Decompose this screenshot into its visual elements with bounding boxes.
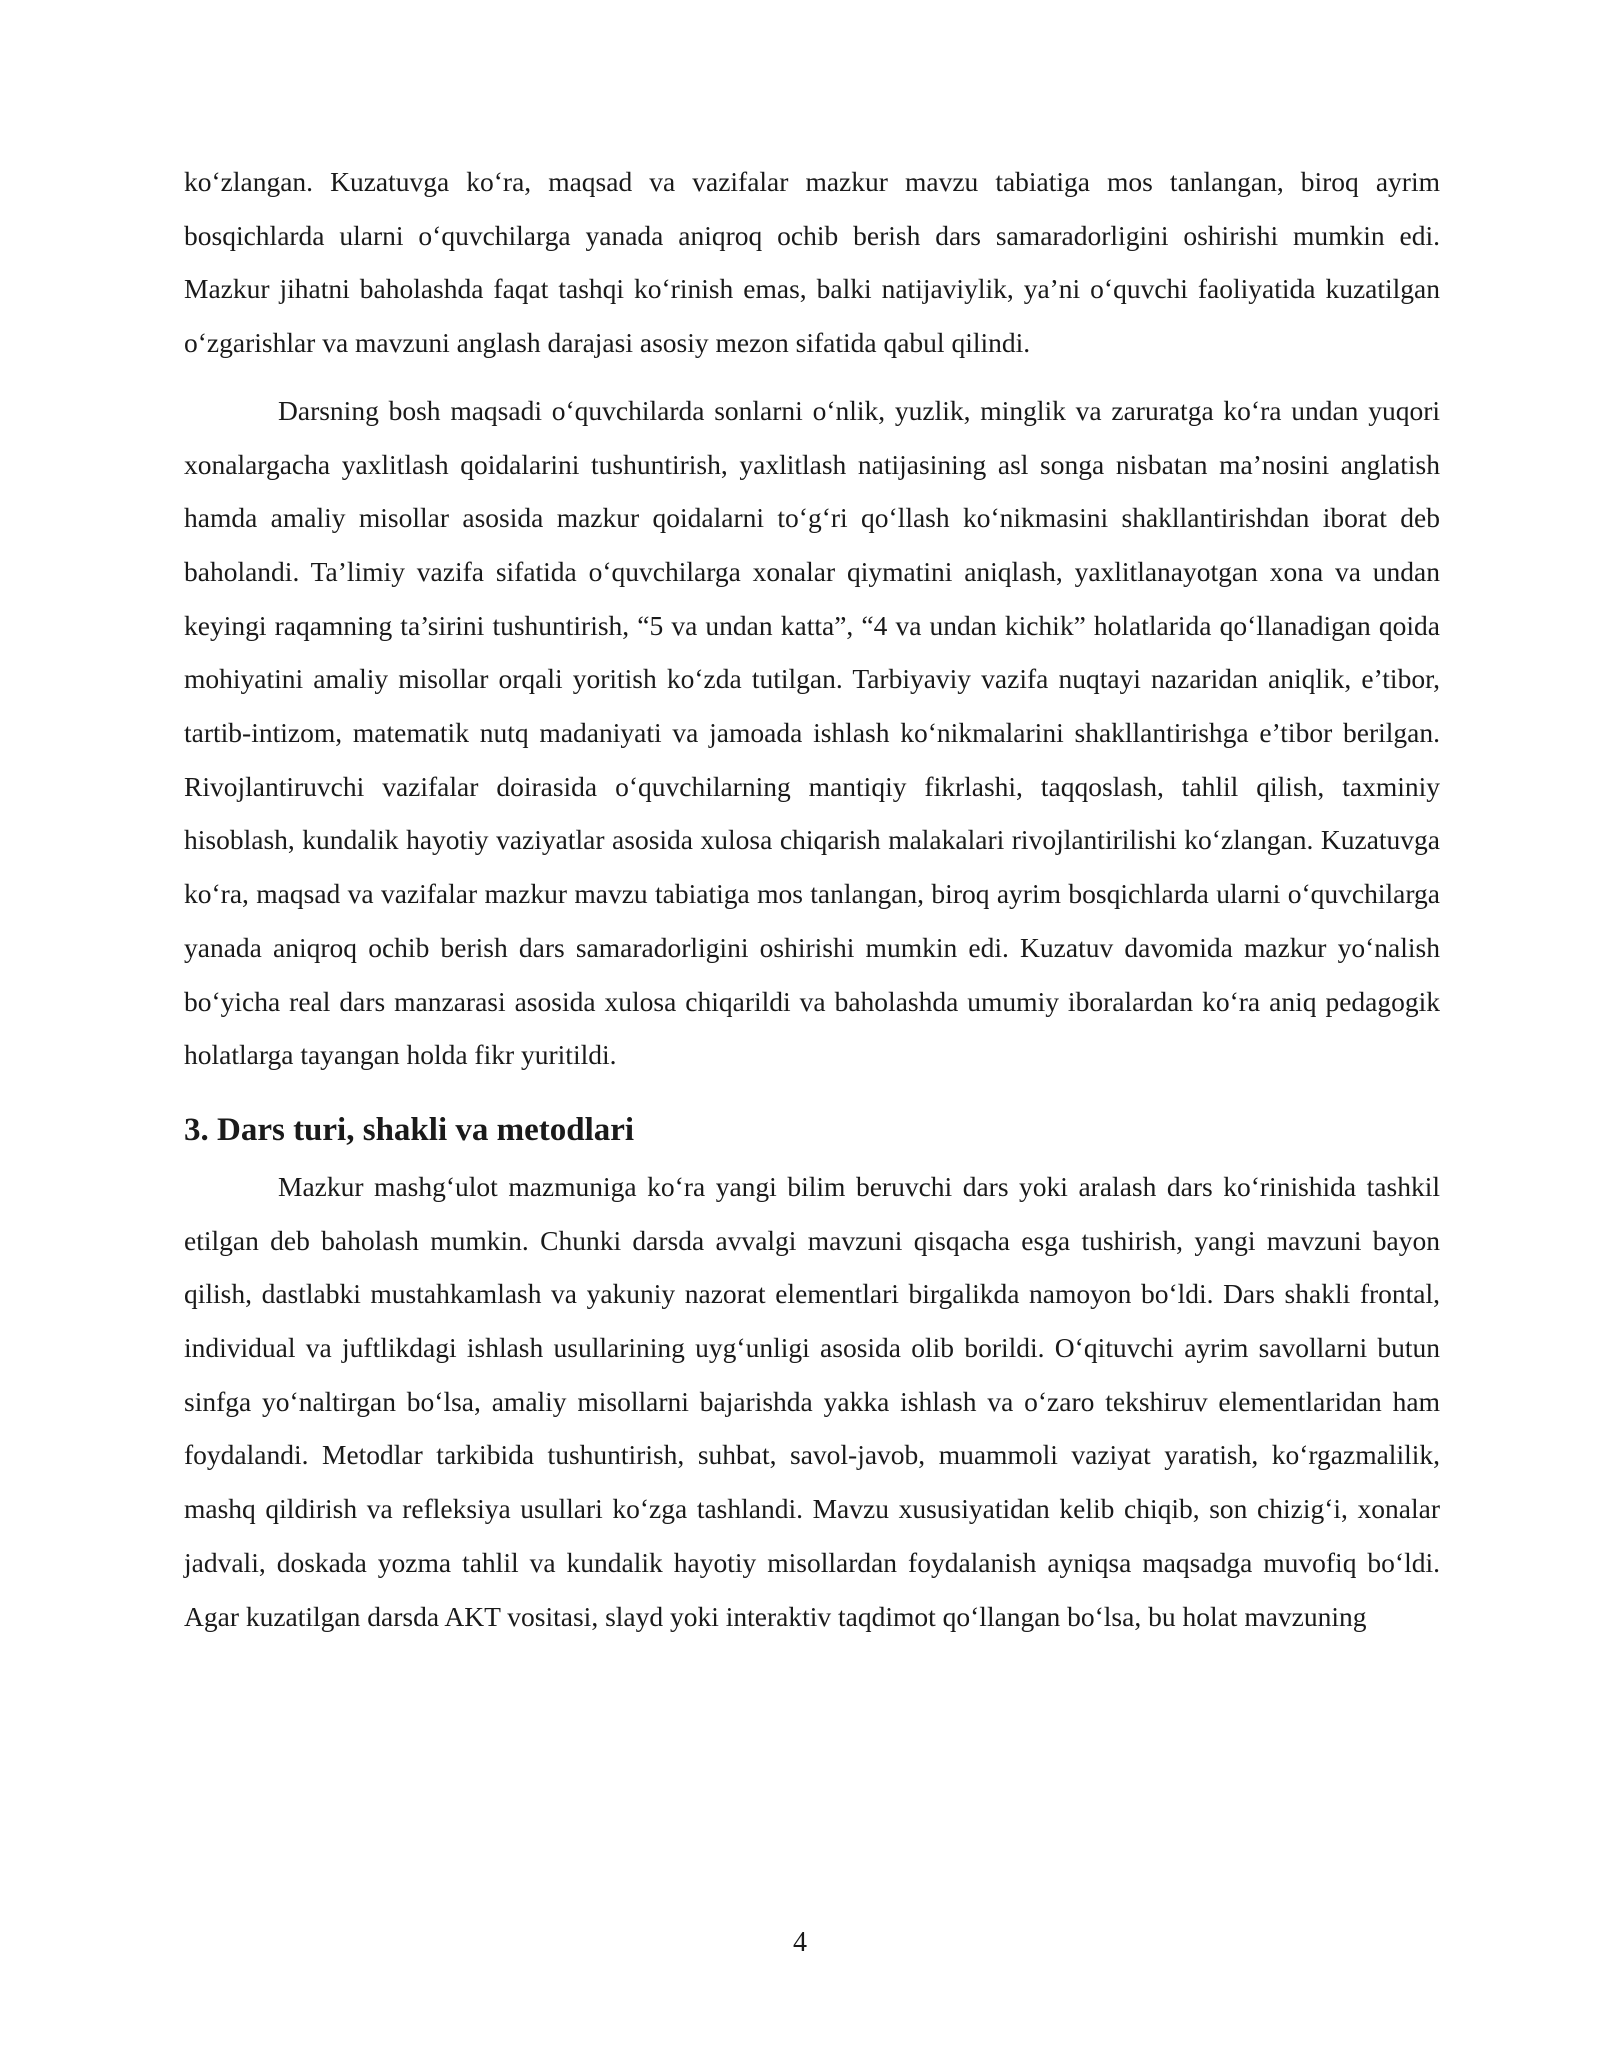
section-heading: 3. Dars turi, shakli va metodlari (184, 1111, 635, 1148)
page-number: 4 (793, 1927, 807, 1958)
paragraph-lesson-goals: Darsning bosh maqsadi o‘quvchilarda sonlarni o‘nlik, yuzlik, minglik va zaruratga ko‘ra undan yuqori xonalargacha yaxlitlash qoidalarini tushuntirish, yaxlitlash natijasining asl songa nisbatan ma’nosini anglatish hamda amaliy misollar asosida mazkur qoidalarni to‘g‘ri qo‘llash ko‘nikmasini shakllantirishdan iborat deb baholandi. Ta’limiy vazifa sifatida o‘quvchilarga xonalar qiymatini aniqlash, yaxlitlanayotgan xona va undan keyingi raqamning ta’sirini tushuntirish, “5 va undan katta”, “4 va undan kichik” holatlarida qo‘llanadigan qoida mohiyatini amaliy misollar orqali yoritish ko‘zda tutilgan. Tarbiyaviy vazifa nuqtayi nazaridan aniqlik, e’tibor, tartib-intizom, matematik nutq madaniyati va jamoada ishlash ko‘nikmalarini shakllantirishga e’tibor berilgan. Rivojlantiruvchi vazifalar doirasida o‘quvchilarning mantiqiy fikrlashi, taqqoslash, tahlil qilish, taxminiy hisoblash, kundalik hayotiy vaziyatlar asosida xulosa chiqarish malakalari rivojlantirilishi ko‘zlangan. Kuzatuvga ko‘ra, maqsad va vazifalar mazkur mavzu tabiatiga mos tanlangan, biroq ayrim bosqichlarda ularni o‘quvchilarga yanada aniqroq ochib berish dars samaradorligini oshirishi mumkin edi. Kuzatuv davomida mazkur yo‘nalish bo‘yicha real dars manzarasi asosida xulosa chiqarildi va baholashda umumiy iboralardan ko‘ra aniq pedagogik holatlarga tayangan holda fikr yuritildi. (184, 394, 1440, 1071)
paragraph-lesson-type: Mazkur mashg‘ulot mazmuniga ko‘ra yangi bilim beruvchi dars yoki aralash dars ko‘rinishida tashkil etilgan deb baholash mumkin. Chunki darsda avvalgi mavzuni qisqacha esga tushirish, yangi mavzuni bayon qilish, dastlabki mustahkamlash va yakuniy nazorat elementlari birgalikda namoyon bo‘ldi. Dars shakli frontal, individual va juftlikdagi ishlash usullarining uyg‘unligi asosida olib borildi. O‘qituvchi ayrim savollarni butun sinfga yo‘naltirgan bo‘lsa, amaliy misollarni bajarishda yakka ishlash va o‘zaro tekshiruv elementlaridan ham foydalandi. Metodlar tarkibida tushuntirish, suhbat, savol-javob, muammoli vaziyat yaratish, ko‘rgazmalilik, mashq qildirish va refleksiya usullari ko‘zga tashlandi. Mavzu xususiyatidan kelib chiqib, son chizig‘i, xonalar jadvali, doskada yozma tahlil va kundalik hayotiy misollardan foydalanish ayniqsa maqsadga muvofiq bo‘ldi. Agar kuzatilgan darsda AKT vositasi, slayd yoki interaktiv taqdimot qo‘llangan bo‘lsa, bu holat mavzuning (184, 1170, 1440, 1632)
document-page (184, 155, 1440, 1643)
paragraph-continuation: ko‘zlangan. Kuzatuvga ko‘ra, maqsad va vazifalar mazkur mavzu tabiatiga mos tanlangan, biroq ayrim bosqichlarda ularni o‘quvchilarga yanada aniqroq ochib berish dars samaradorligini oshirishi mumkin edi. Mazkur jihatni baholashda faqat tashqi ko‘rinish emas, balki natijaviylik, ya’ni o‘quvchi faoliyatida kuzatilgan o‘zgarishlar va mavzuni anglash darajasi asosiy mezon sifatida qabul qilindi. (184, 166, 1440, 359)
